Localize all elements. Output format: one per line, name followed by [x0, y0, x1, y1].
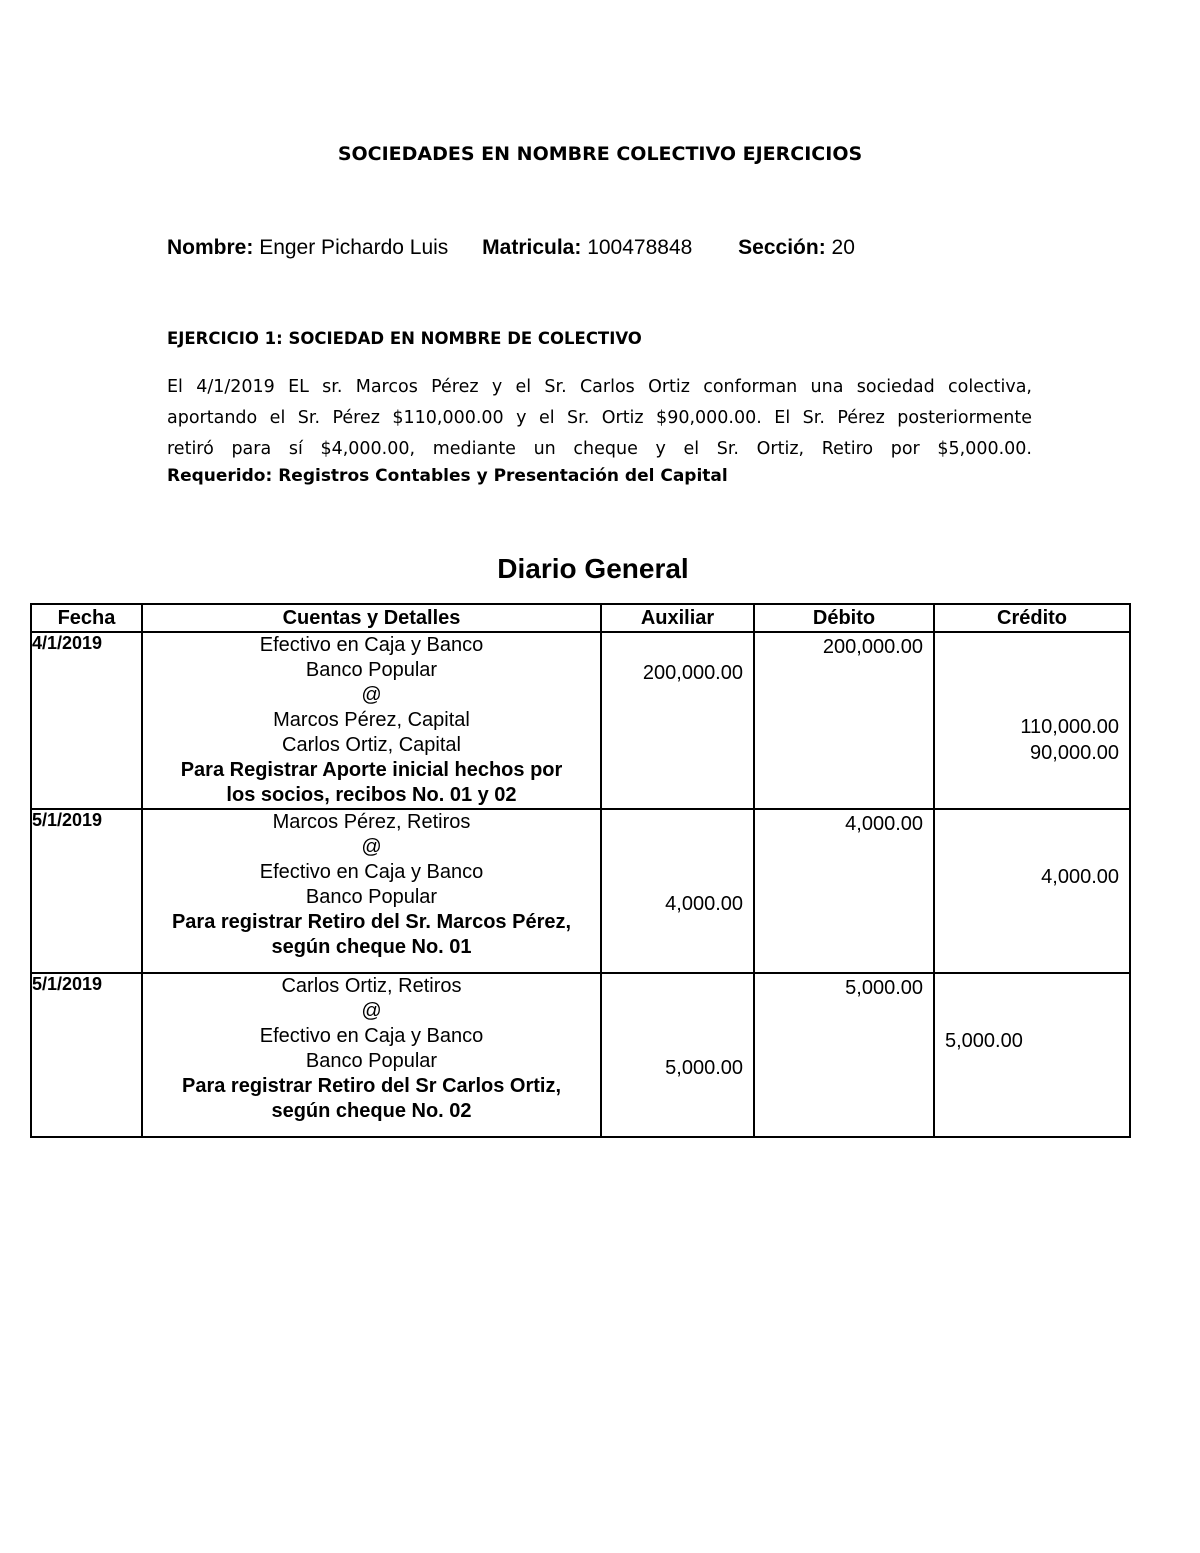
exercise-statement: [167, 372, 1032, 465]
journal-entry-row: [31, 973, 1130, 1137]
entry-accounts: [142, 632, 601, 809]
student-name: Enger Pichardo Luis: [259, 236, 449, 259]
student-id: 100478848: [587, 236, 693, 259]
header-credito: Crédito: [934, 604, 1130, 632]
exercise-title: EJERCICIO 1: SOCIEDAD EN NOMBRE DE COLECTIVO: [167, 329, 642, 348]
entry-accounts: [142, 973, 601, 1137]
credit-amount: 110,000.00: [1020, 716, 1119, 738]
id-label: Matricula:: [482, 236, 582, 259]
statement-line: retiró para sí $4,000.00, mediante un cheque y el Sr. Ortiz, Retiro por $5,000.00.: [167, 439, 1032, 459]
entry-auxiliar: [601, 632, 754, 809]
auxiliar-amount: 200,000.00: [642, 662, 743, 684]
account-line: @: [361, 1000, 382, 1022]
account-line: Carlos Ortiz, Retiros: [281, 975, 462, 997]
entry-credit: [934, 632, 1130, 809]
header-cuentas: Cuentas y Detalles: [142, 604, 601, 632]
entry-accounts: [142, 809, 601, 973]
entry-description: Para registrar Retiro del Sr. Marcos Pérez,: [171, 911, 572, 933]
account-line: Carlos Ortiz, Capital: [282, 734, 461, 756]
statement-line: aportando el Sr. Pérez $110,000.00 y el Sr. Ortiz $90,000.00. El Sr. Pérez posteriormente: [167, 408, 1032, 428]
entry-date: 4/1/2019: [31, 632, 142, 809]
account-line: Marcos Pérez, Capital: [273, 709, 470, 731]
account-line: @: [361, 836, 382, 858]
entry-description: los socios, recibos No. 01 y 02: [226, 784, 517, 806]
journal-title: Diario General: [497, 553, 689, 584]
journal-entry-row: [31, 809, 1130, 973]
entry-date: 5/1/2019: [31, 809, 142, 973]
entry-auxiliar: [601, 973, 754, 1137]
account-line: Efectivo en Caja y Banco: [259, 634, 484, 656]
header-fecha: Fecha: [31, 604, 142, 632]
auxiliar-amount: 4,000.00: [665, 893, 743, 915]
exercise-requirement: Requerido: Registros Contables y Presentación del Capital: [167, 466, 728, 486]
entry-auxiliar: [601, 809, 754, 973]
auxiliar-amount: 5,000.00: [665, 1057, 743, 1079]
entry-description: Para registrar Retiro del Sr Carlos Ortiz,: [181, 1075, 562, 1097]
journal-entry-row: [31, 632, 1130, 809]
credit-amount: 5,000.00: [945, 1030, 1023, 1052]
debit-amount: 200,000.00: [822, 636, 923, 658]
header-auxiliar: Auxiliar: [601, 604, 754, 632]
account-line: Banco Popular: [305, 886, 438, 908]
entry-description: Para Registrar Aporte inicial hechos por: [180, 759, 563, 781]
entry-credit: [934, 973, 1130, 1137]
name-label: Nombre:: [167, 236, 254, 259]
account-line: Banco Popular: [305, 1050, 438, 1072]
credit-amount: 90,000.00: [1030, 742, 1119, 764]
entry-debit: [754, 973, 934, 1137]
account-line: Marcos Pérez, Retiros: [272, 811, 471, 833]
header-debito: Débito: [754, 604, 934, 632]
section-label: Sección:: [738, 236, 826, 259]
statement-line: El 4/1/2019 EL sr. Marcos Pérez y el Sr. Carlos Ortiz conforman una sociedad colectiva,: [167, 377, 1032, 397]
journal-header-row: [31, 604, 1130, 632]
entry-debit: [754, 809, 934, 973]
credit-amount: 4,000.00: [1041, 866, 1119, 888]
account-line: Banco Popular: [305, 659, 438, 681]
account-line: @: [361, 684, 382, 706]
entry-debit: [754, 632, 934, 809]
debit-amount: 4,000.00: [845, 813, 923, 835]
student-section: 20: [831, 236, 855, 259]
account-line: Efectivo en Caja y Banco: [259, 861, 484, 883]
document-title: SOCIEDADES EN NOMBRE COLECTIVO EJERCICIOS: [337, 143, 863, 165]
entry-credit: [934, 809, 1130, 973]
journal-table: [30, 603, 1131, 1138]
debit-amount: 5,000.00: [845, 977, 923, 999]
entry-description: según cheque No. 02: [271, 1100, 472, 1122]
student-info: [167, 236, 855, 260]
account-line: Efectivo en Caja y Banco: [259, 1025, 484, 1047]
entry-description: según cheque No. 01: [271, 936, 472, 958]
entry-date: 5/1/2019: [31, 973, 142, 1137]
